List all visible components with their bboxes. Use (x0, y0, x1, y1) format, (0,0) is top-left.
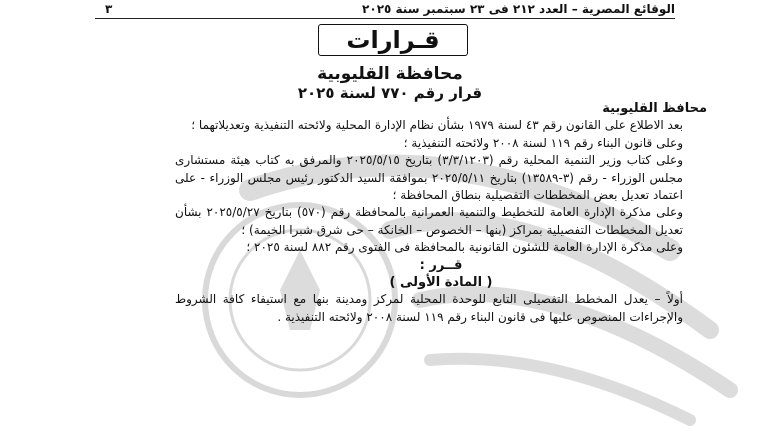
decree-body (175, 100, 707, 326)
paragraph-law-43: بعد الاطلاع على القانون رقم ٤٣ لسنة ١٩٧٩ بشأن نظام الإدارة المحلية ولائحته التنفيذية وتعديلاتهما ؛ (191, 118, 683, 133)
article-one-heading: ( المادة الأولى ) (389, 275, 493, 291)
issuer-heading: محافظ القليوبية (602, 101, 707, 116)
page-header (95, 2, 675, 19)
page-number: ٣ (105, 2, 113, 16)
paragraph-article-one: أولاً – يعدل المخطط التفصيلى التابع للوحدة المحلية لمركز ومدينة بنها مع استيفاء كافة الشروط والإجراءات المنصوص عليها فى قانون البناء رقم ١١٩ لسنة ٢٠٠٨ ولائحته التنفيذية . (175, 292, 683, 324)
watermark-stroke-4 (430, 359, 690, 420)
decides-heading: قــرر : (419, 257, 463, 273)
paragraph-planning-memo: وعلى مذكرة الإدارة العامة للتخطيط والتنمية العمرانية بالمحافظة رقم (٥٧٠) بتاريخ ٢٠٢٥/٥/٢٧ بشأن تعديل المخططات التفصيلية بمراكز (بنها – الخصوص – الخانكة – حى شرق شبرا الخيمة) ؛ (175, 205, 684, 237)
section-title: قـرارات (318, 24, 468, 56)
paragraph-legal-memo: وعلى مذكرة الإدارة العامة للشئون القانونية بالمحافظة فى الفتوى رقم ٨٨٢ لسنة ٢٠٢٥ ؛ (246, 240, 683, 255)
paragraph-building-law: وعلى قانون البناء رقم ١١٩ لسنة ٢٠٠٨ ولائحته التنفيذية ؛ (403, 135, 683, 150)
governorate-title: محافظة القليوبية (317, 64, 463, 84)
decree-title: قرار رقم ٧٧٠ لسنة ٢٠٢٥ (297, 84, 483, 102)
header-text: الوقائع المصرية – العدد ٢١٢ فى ٢٣ سبتمبر سنة ٢٠٢٥ (362, 2, 675, 16)
paragraph-minister-letter: وعلى كتاب وزير التنمية المحلية رقم (٣/٣/١٢٠٣) بتاريخ ٢٠٢٥/٥/١٥ والمرفق به كتاب هيئة مستشارى مجلس الوزراء - رقم (٣-١٣٥٨٩) بتاريخ ٢٠٢٥/٥/١١ بموافقة السيد الدكتور رئيس مجلس الوزراء - على اعتماد تعديل بعض المخططات التفصيلية بنطاق المحافظة ؛ (175, 153, 684, 203)
